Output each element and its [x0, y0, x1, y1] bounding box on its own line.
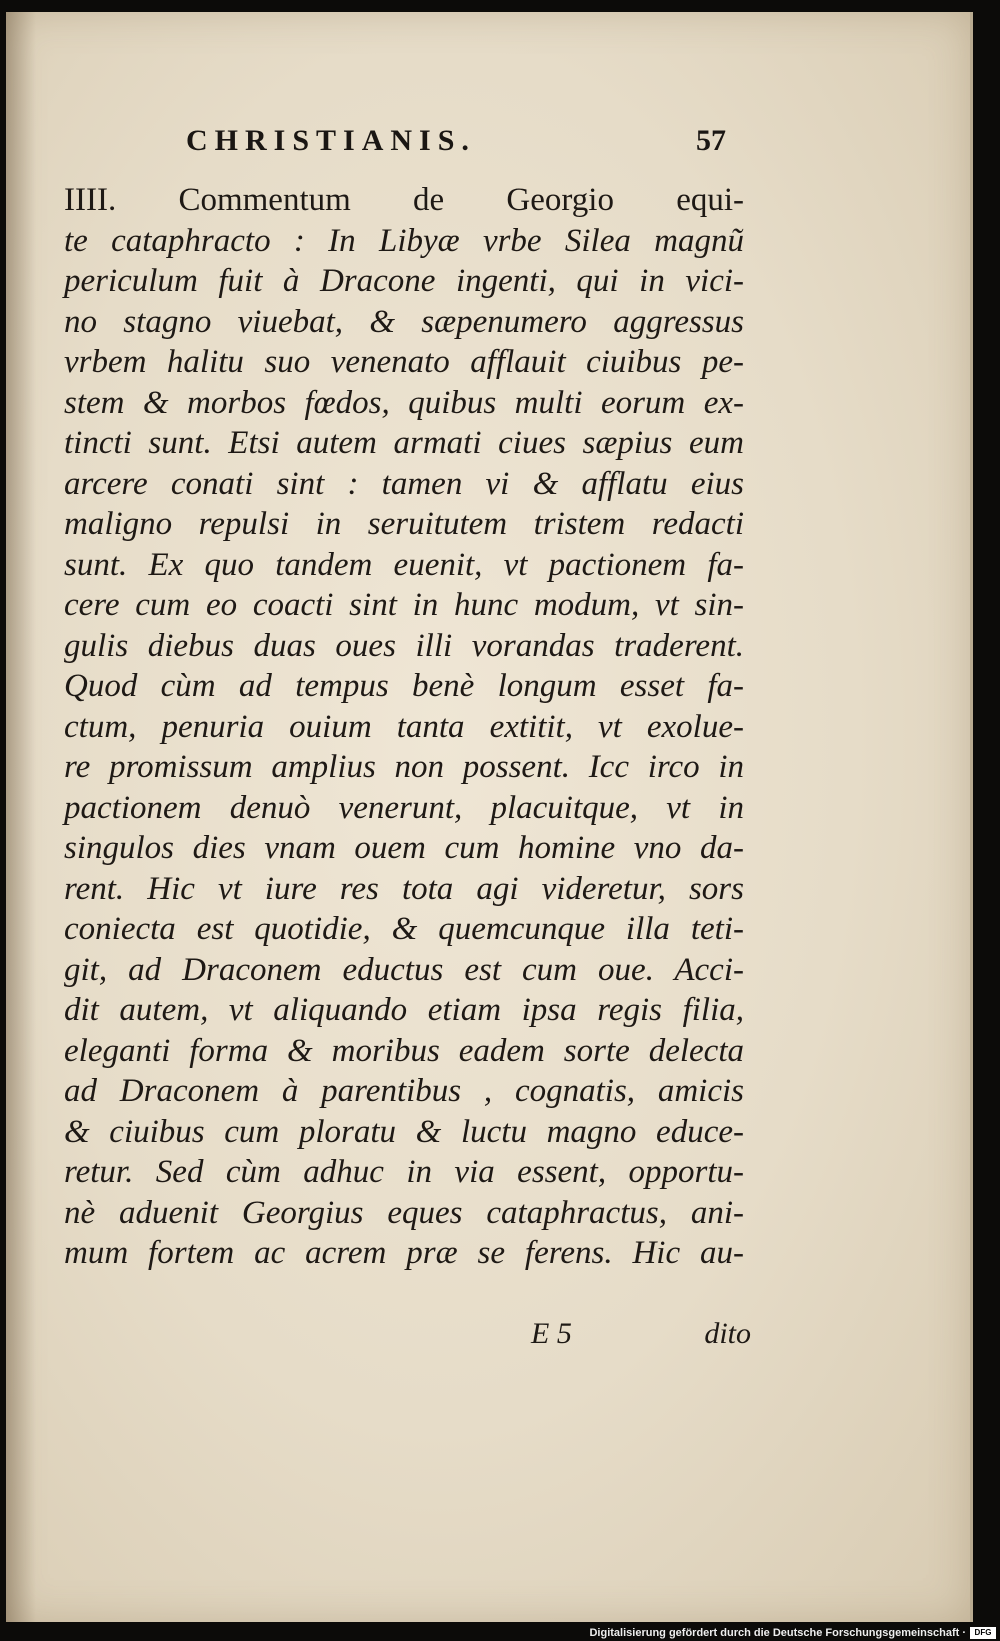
- dfg-logo-icon: DFG: [970, 1627, 996, 1639]
- text-line: git, ad Draconem eductus est cum oue. Acci-: [64, 951, 744, 988]
- text-line: dit autem, vt aliquando etiam ipsa regis filia,: [64, 992, 744, 1028]
- running-head: CHRISTIANIS.: [186, 124, 476, 157]
- text-line: rent. Hic vt iure res tota agi videretur, sors: [64, 870, 744, 907]
- text-line: tincti sunt. Etsi autem armati ciues sæpius eum: [64, 425, 744, 461]
- text-line: eleganti forma & moribus eadem sorte delecta: [64, 1032, 744, 1069]
- text-line: IIII. Commentum de Georgio equi-: [64, 182, 744, 218]
- text-line: te cataphracto : In Libyæ vrbe Silea magnũ: [64, 222, 744, 259]
- catchword: dito: [704, 1317, 751, 1350]
- footer-bar: [0, 1623, 1000, 1641]
- text-line: no stagno viuebat, & sæpenumero aggressus: [64, 303, 744, 340]
- text-line: singulos dies vnam ouem cum homine vno da-: [64, 830, 744, 866]
- text-line: vrbem halitu suo venenato afflauit ciuibus pe-: [64, 344, 744, 380]
- book-page: [6, 12, 973, 1622]
- text-line: & ciuibus cum ploratu & luctu magno educe-: [64, 1113, 744, 1150]
- text-line: periculum fuit à Dracone ingenti, qui in vici-: [64, 263, 744, 299]
- text-line: nè aduenit Georgius eques cataphractus, ani-: [64, 1194, 744, 1231]
- text-line: re promissum amplius non possent. Icc irco in: [64, 749, 744, 785]
- text-line: ctum, penuria ouium tanta extitit, vt exolue-: [64, 708, 744, 745]
- text-line: cere cum eo coacti sint in hunc modum, vt sin-: [64, 587, 744, 623]
- page-number: 57: [696, 124, 726, 157]
- text-line: sunt. Ex quo tandem euenit, vt pactionem fa-: [64, 546, 744, 583]
- signature-mark: E 5: [531, 1317, 572, 1350]
- text-line: coniecta est quotidie, & quemcunque illa teti-: [64, 911, 744, 947]
- text-line: gulis diebus duas oues illi vorandas traderent.: [64, 627, 744, 664]
- text-line: pactionem denuò venerunt, placuitque, vt in: [64, 789, 744, 826]
- text-line: arcere conati sint : tamen vi & afflatu eius: [64, 465, 744, 502]
- text-line: Quod cùm ad tempus benè longum esset fa-: [64, 668, 744, 704]
- text-line: stem & morbos fœdos, quibus multi eorum ex-: [64, 384, 744, 421]
- body-text: [64, 180, 744, 1274]
- funding-credit: Digitalisierung gefördert durch die Deutsche Forschungsgemeinschaft ·: [589, 1627, 966, 1639]
- text-line: ad Draconem à parentibus , cognatis, amicis: [64, 1073, 744, 1109]
- text-line: maligno repulsi in seruitutem tristem redacti: [64, 506, 744, 542]
- text-line: mum fortem ac acrem præ se ferens. Hic au-: [64, 1235, 744, 1271]
- text-line: retur. Sed cùm adhuc in via essent, opportu-: [64, 1154, 744, 1190]
